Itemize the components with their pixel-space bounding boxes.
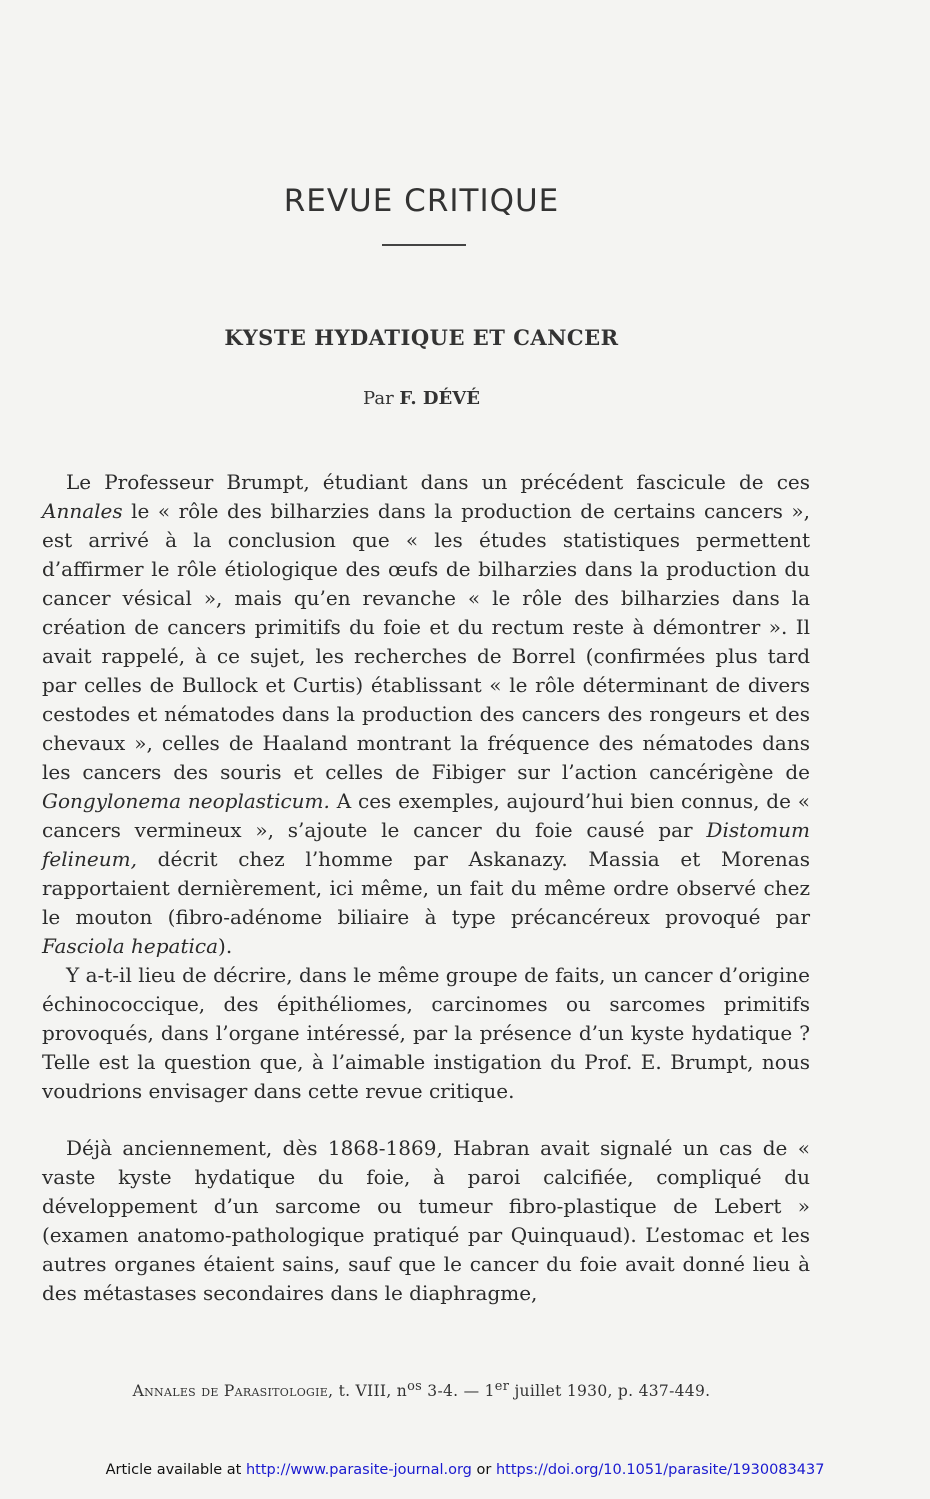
paragraph-1-text-b: le « rôle des bilharzies dans la production de certains cancers », est arrivé à la conclusion que « les études statistiques permettent d’affirmer le rôle étiologique des œufs de bilharzies dans la production du cancer vésical », mais qu’en revanche « le rôle des bilharzies dans la création de cancers primitifs du foie et du rectum reste à démontrer ». Il avait rappelé, à ce sujet, les recherches de Borrel (confirmées plus tard par celles de Bullock et Curtis) établissant « le rôle déterminant de divers cestodes et nématodes dans la production des cancers des rongeurs et des chevaux », celles de Haaland montrant la fréquence des nématodes dans les cancers des souris et celles de Fibiger sur l’action cancérigène de [42, 499, 810, 784]
journal-name: Annales [42, 499, 123, 523]
paragraph-2: Y a-t-il lieu de décrire, dans le même groupe de faits, un cancer d’origine échinococcique, des épithéliomes, carcinomes ou sarcomes primitifs provoqués, dans l’organe intéressé, par la présence d’un kyste hydatique ? Telle est la question que, à l’aimable instigation du Prof. E. Brumpt, nous voudrions envisager dans cette revue critique. [42, 963, 810, 1103]
species-name: Distomum felineum, [42, 818, 810, 871]
availability-prefix: Article available at [105, 1462, 246, 1478]
article-availability-line [0, 1462, 930, 1478]
citation-issue: 3-4. — 1 [422, 1382, 495, 1401]
paragraph-3: Déjà anciennement, dès 1868-1869, Habran avait signalé un cas de « vaste kyste hydatique du foie, à paroi calcifiée, compliqué du développement d’un sarcome ou tumeur fibro-plastique de Lebert » (examen anatomo-pathologique pratiqué par Quinquaud). L’estomac et les autres organes étaient sains, sauf que le cancer du foie avait donné lieu à des métastases secondaires dans le diaphragme, [42, 1136, 810, 1305]
byline [0, 388, 843, 409]
paragraph-1-text-e: ). [218, 934, 233, 958]
article-title: KYSTE HYDATIQUE ET CANCER [224, 325, 619, 350]
article-body [42, 468, 810, 1308]
paragraph-1-text-a: Le Professeur Brumpt, étudiant dans un précédent fascicule de ces [66, 470, 810, 494]
journal-site-link[interactable]: http://www.parasite-journal.org [245, 1462, 472, 1478]
citation-volume: t. VIII, n [333, 1382, 408, 1401]
species-name: Fasciola hepatica [42, 934, 219, 958]
paragraph-1 [42, 468, 810, 961]
section-title: REVUE CRITIQUE [283, 183, 560, 219]
byline-prefix: Par [363, 388, 394, 409]
author-name: F. DÉVÉ [399, 388, 480, 409]
paragraph-1-text-d: décrit chez l’homme par Askanazy. Massia et Morenas rapportaient dernièrement, ici même, un fait du même ordre observé chez le mouton (fibro-adénome biliaire à type précancéreux provoqué par [42, 847, 810, 929]
journal-title: Annales de Parasitologie, [132, 1382, 334, 1401]
availability-or: or [471, 1462, 496, 1478]
paragraph-1-text-c: A ces exemples, aujourd’hui bien connus, de « cancers vermineux », s’ajoute le cancer du foie causé par [42, 789, 811, 842]
title-rule [382, 244, 466, 246]
citation-date-pages: juillet 1930, p. 437-449. [509, 1382, 711, 1401]
citation-sup-er: er [494, 1379, 510, 1394]
journal-citation [0, 1379, 843, 1400]
species-name: Gongylonema neoplasticum. [42, 789, 330, 813]
doi-link[interactable]: https://doi.org/10.1051/parasite/1930083437 [495, 1462, 825, 1478]
citation-sup-os: os [407, 1379, 423, 1394]
